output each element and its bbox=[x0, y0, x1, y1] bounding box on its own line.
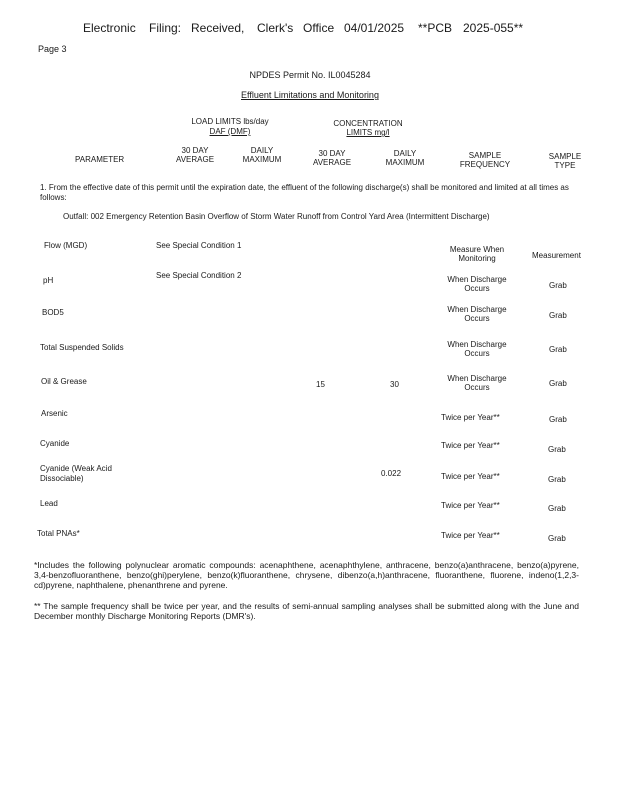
row-ph-parameter: pH bbox=[43, 276, 54, 285]
row-ph-frequency: When Discharge Occurs bbox=[447, 275, 507, 293]
footnote-frequency: ** The sample frequency shall be twice per year, and the results of semi-annual sampling analyses shall be submitted along with the June and December monthly Discharge Monitoring Reports (DMR's). bbox=[34, 601, 579, 621]
stamp-word-clerks: Clerk's bbox=[257, 21, 294, 35]
intro-paragraph: 1. From the effective date of this permit until the expiration date, the effluent of the following discharge(s) shall be monitored and limited at all times as follows: bbox=[40, 183, 569, 202]
row-lead-parameter: Lead bbox=[40, 499, 58, 508]
stamp-pcb: **PCB bbox=[418, 21, 453, 35]
col-conc-30day: 30 DAY AVERAGE bbox=[312, 149, 352, 167]
row-pnas-parameter: Total PNAs* bbox=[37, 529, 80, 538]
row-flow-type: Measurement bbox=[532, 251, 581, 260]
page-label: Page 3 bbox=[38, 44, 67, 54]
load-limits-heading: LOAD LIMITS lbs/day bbox=[191, 117, 269, 126]
row-lead-frequency: Twice per Year** bbox=[441, 501, 500, 510]
row-lead-type: Grab bbox=[548, 504, 566, 513]
row-flow-parameter: Flow (MGD) bbox=[44, 241, 88, 250]
concentration-subheading: LIMITS mg/l bbox=[346, 128, 390, 137]
row-cyanide-frequency: Twice per Year** bbox=[441, 441, 500, 450]
row-bod-type: Grab bbox=[549, 311, 567, 320]
stamp-date: 04/01/2025 bbox=[344, 21, 405, 35]
stamp-word-electronic: Electronic bbox=[83, 21, 136, 35]
col-parameter: PARAMETER bbox=[75, 155, 125, 164]
concentration-heading: CONCENTRATION bbox=[333, 119, 403, 128]
row-flow-note: See Special Condition 1 bbox=[156, 241, 242, 250]
col-load-30day: 30 DAY AVERAGE bbox=[175, 146, 215, 164]
row-tss-type: Grab bbox=[549, 345, 567, 354]
col-sample-frequency: SAMPLE FREQUENCY bbox=[459, 151, 511, 169]
row-cyanide-type: Grab bbox=[548, 445, 566, 454]
row-cyanide-parameter: Cyanide bbox=[40, 439, 70, 448]
row-cyanide-wad-max: 0.022 bbox=[381, 469, 402, 478]
row-bod-frequency: When Discharge Occurs bbox=[447, 305, 507, 323]
row-pnas-frequency: Twice per Year** bbox=[441, 531, 500, 540]
stamp-word-received: Received, bbox=[191, 21, 245, 35]
row-arsenic-parameter: Arsenic bbox=[41, 409, 68, 418]
row-ph-note: See Special Condition 2 bbox=[156, 271, 242, 280]
outfall-description: Outfall: 002 Emergency Retention Basin Overflow of Storm Water Runoff from Control Yard Area (Intermittent Discharge) bbox=[63, 212, 490, 221]
section-title: Effluent Limitations and Monitoring bbox=[241, 90, 379, 100]
col-sample-type: SAMPLE TYPE bbox=[548, 152, 582, 170]
row-oil-type: Grab bbox=[549, 379, 567, 388]
permit-number: NPDES Permit No. IL0045284 bbox=[249, 70, 371, 80]
row-oil-avg30: 15 bbox=[316, 380, 325, 389]
col-load-daily-max: DAILY MAXIMUM bbox=[242, 146, 282, 164]
stamp-word-filing: Filing: bbox=[149, 21, 182, 35]
stamp-word-office: Office bbox=[303, 21, 335, 35]
row-oil-frequency: When Discharge Occurs bbox=[447, 374, 507, 392]
row-oil-parameter: Oil & Grease bbox=[41, 377, 87, 386]
row-cyanide-wad-parameter: Cyanide (Weak Acid Dissociable) bbox=[40, 464, 112, 483]
col-conc-daily-max: DAILY MAXIMUM bbox=[385, 149, 425, 167]
row-arsenic-frequency: Twice per Year** bbox=[441, 413, 500, 422]
row-cyanide-wad-type: Grab bbox=[548, 475, 566, 484]
row-arsenic-type: Grab bbox=[549, 415, 567, 424]
row-tss-frequency: When Discharge Occurs bbox=[447, 340, 507, 358]
row-oil-max: 30 bbox=[390, 380, 399, 389]
stamp-docket: 2025-055** bbox=[463, 21, 524, 35]
row-tss-parameter: Total Suspended Solids bbox=[40, 343, 124, 352]
row-ph-type: Grab bbox=[549, 281, 567, 290]
load-limits-subheading: DAF (DMF) bbox=[209, 127, 251, 136]
row-flow-frequency: Measure When Monitoring bbox=[449, 245, 505, 263]
row-bod-parameter: BOD5 bbox=[42, 308, 64, 317]
row-cyanide-wad-frequency: Twice per Year** bbox=[441, 472, 500, 481]
row-pnas-type: Grab bbox=[548, 534, 566, 543]
footnote-pnas: *Includes the following polynuclear aromatic compounds: acenaphthene, acenaphthylene, anthracene, benzo(a)anthracene, benzo(a)pyrene, 3,4-benzofluoranthene, benzo(ghi)perylene, benzo(k)fluoranthene, chrysene, dibenzo(a,h)anthracene, fluoranthene, fluorene, indeno(1,2,3-cd)pyrene, naphthalene, phenanthrene and pyrene. bbox=[34, 560, 579, 590]
